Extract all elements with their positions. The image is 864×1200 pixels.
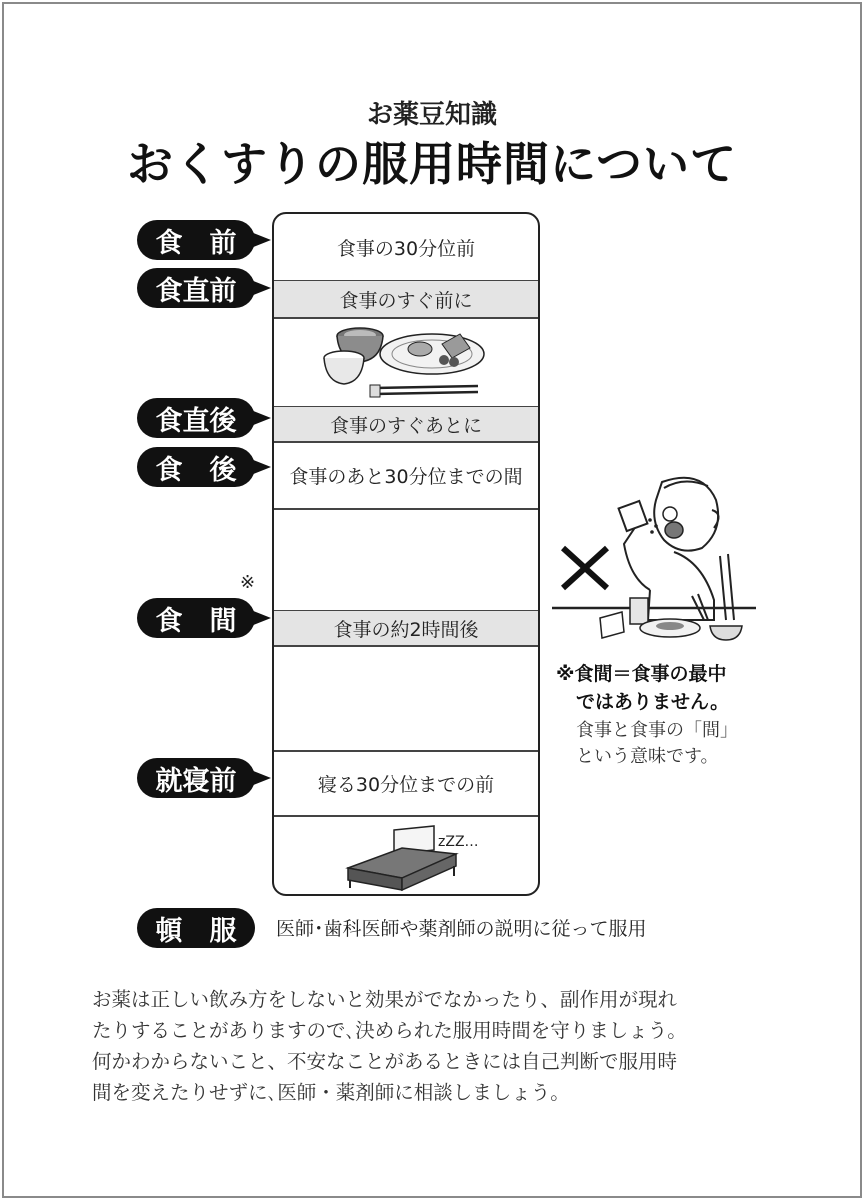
pointer-arrow (251, 280, 271, 296)
after-meal-desc: 食事のあと30分位までの間 (289, 465, 523, 488)
page-title: おくすりの服用時間について (126, 137, 738, 191)
note-line-1: ※食間＝食事の最中 (556, 663, 727, 685)
pointer-arrow (251, 410, 271, 426)
label-after-meal (137, 447, 255, 487)
bed-icon (342, 820, 492, 892)
label-as-needed (137, 908, 255, 948)
bedtime-desc: 寝る30分位までの前 (317, 773, 495, 796)
advice-line-1: お薬は正しい飲み方をしないと効果がでなかったり、副作用が現れ (92, 988, 678, 1011)
before-meal-desc: 食事の30分位前 (336, 237, 476, 260)
pointer-arrow (251, 610, 271, 626)
label-between-meals (137, 598, 255, 638)
advice-line-4: 間を変えたりせずに､医師・薬剤師に相談しましょう。 (92, 1081, 570, 1104)
just-after-meal-desc: 食事のすぐあとに (274, 407, 538, 441)
as-needed-desc: 医師･歯科医師や薬剤師の説明に従って服用 (276, 918, 647, 940)
timing-chart (272, 212, 540, 896)
pointer-arrow (251, 770, 271, 786)
divider (274, 815, 538, 817)
note-line-4: という意味です。 (576, 746, 719, 767)
advice-paragraph (92, 984, 792, 1108)
label-after-meal-text: 食 後 (155, 454, 237, 486)
label-just-after-meal (137, 398, 255, 438)
note-explanation (576, 718, 738, 770)
pointer-arrow (251, 459, 271, 475)
divider (274, 508, 538, 510)
advice-line-3: 何かわからないこと、不安なことがあるときには自己判断で服用時 (92, 1050, 678, 1073)
person-drinking-medicine-icon (552, 470, 762, 650)
between-meals-desc: 食事の約2時間後 (274, 611, 538, 645)
footnote-mark: ※ (240, 572, 256, 593)
label-as-needed-text: 頓 服 (155, 915, 237, 947)
meal-icon (320, 322, 490, 402)
note-line-2: ではありません。 (576, 691, 730, 713)
advice-line-2: たりすることがありますので､決められた服用時間を守りましょう。 (92, 1019, 687, 1042)
label-just-after-meal-text: 食直後 (155, 405, 237, 437)
label-before-meal-text: 食 前 (155, 227, 237, 259)
label-between-meals-text: 食 間 (155, 605, 237, 637)
divider (274, 317, 538, 319)
page-subtitle: お薬豆知識 (366, 100, 497, 130)
note-emphasis (556, 660, 729, 716)
pointer-arrow (251, 232, 271, 248)
label-bedtime-text: 就寝前 (155, 765, 237, 797)
note-line-3: 食事と食事の「間」 (576, 720, 738, 741)
just-before-meal-desc: 食事のすぐ前に (274, 281, 538, 317)
label-just-before-meal-text: 食直前 (155, 275, 237, 307)
sleep-text: zZZ… (438, 834, 479, 850)
label-bedtime (137, 758, 255, 798)
label-just-before-meal (137, 268, 255, 308)
label-before-meal (137, 220, 255, 260)
divider (274, 645, 538, 647)
